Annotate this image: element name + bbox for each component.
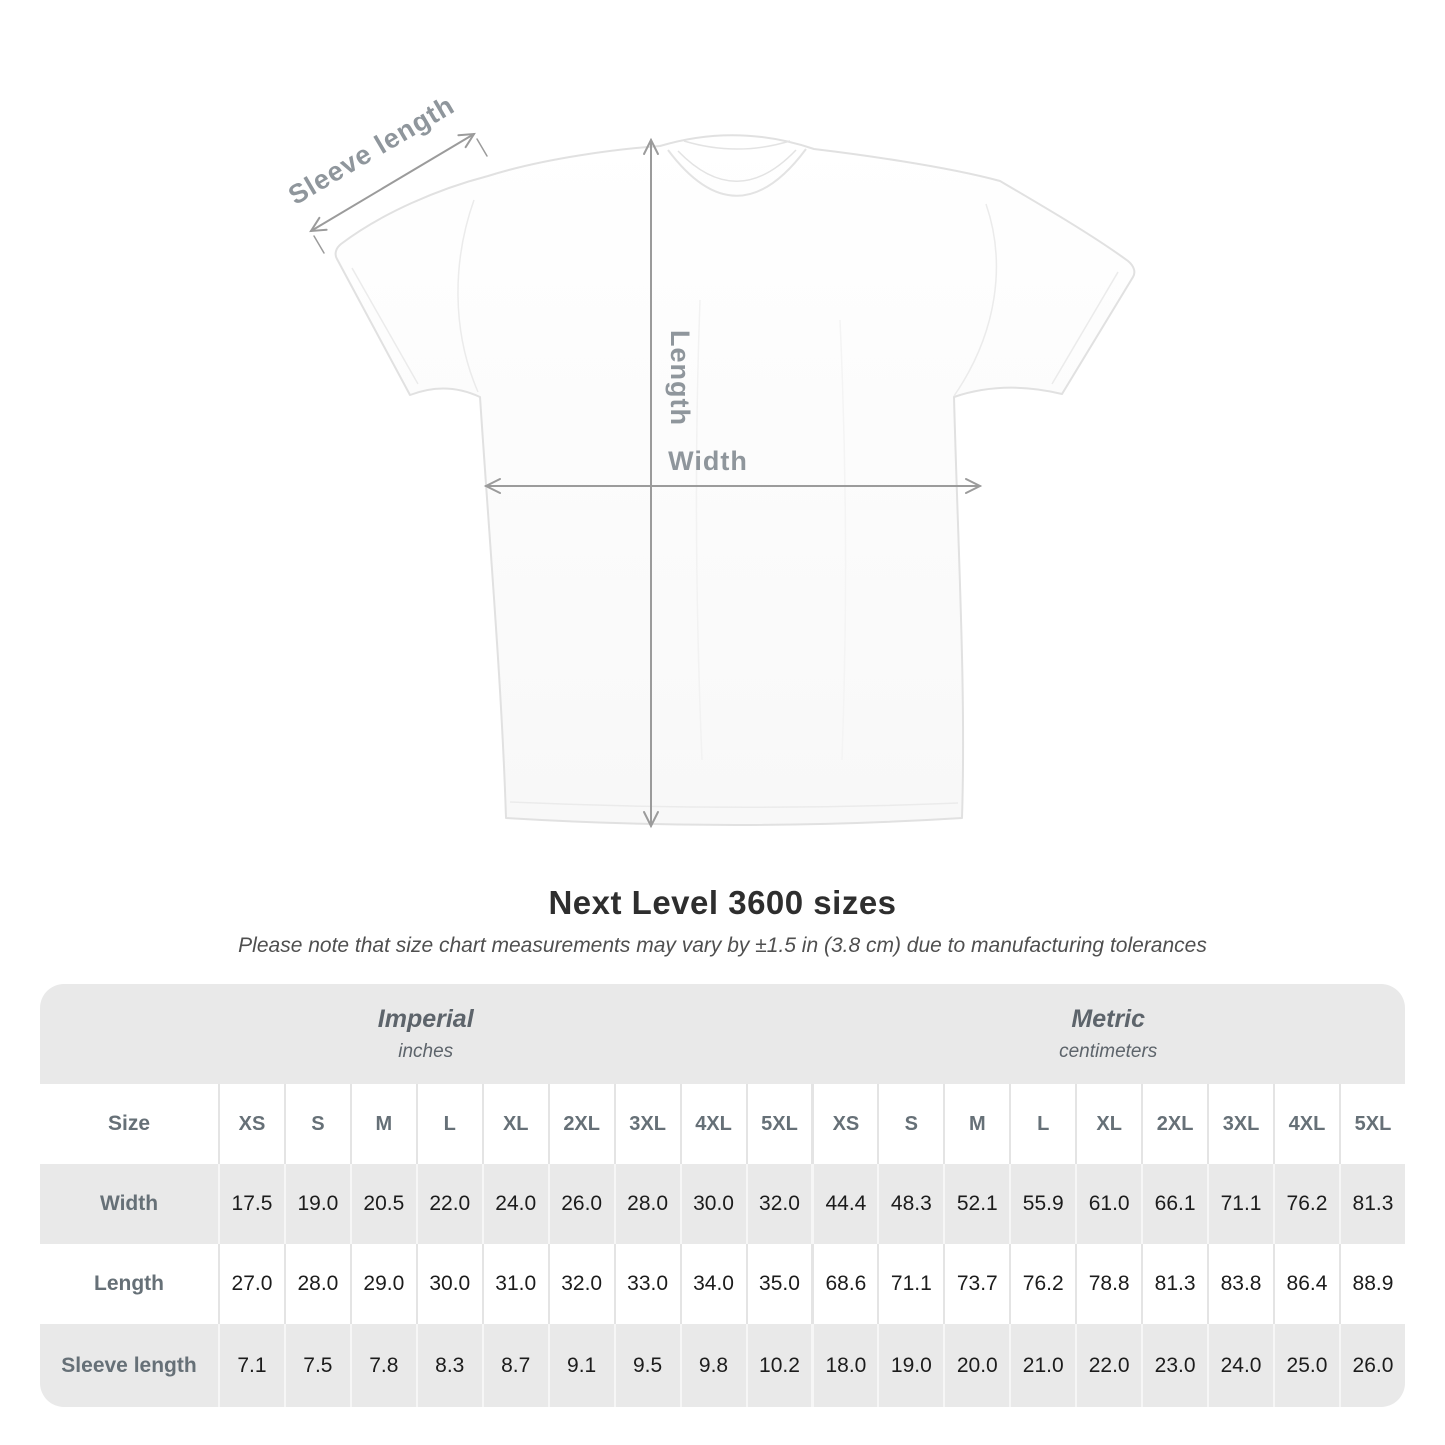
measurement-cell: 44.4 — [811, 1164, 877, 1244]
measurement-cell: 7.5 — [284, 1324, 350, 1407]
measurement-cell: 34.0 — [680, 1244, 746, 1324]
measurement-cell: 9.8 — [680, 1324, 746, 1407]
size-col-header: XS — [218, 1084, 284, 1164]
measurement-cell: 27.0 — [218, 1244, 284, 1324]
size-col-header: 3XL — [614, 1084, 680, 1164]
measurement-cell: 25.0 — [1273, 1324, 1339, 1407]
size-col-header: 4XL — [1273, 1084, 1339, 1164]
measurement-cell: 61.0 — [1075, 1164, 1141, 1244]
measurement-cell: 55.9 — [1009, 1164, 1075, 1244]
size-col-header: 3XL — [1207, 1084, 1273, 1164]
measurement-cell: 32.0 — [548, 1244, 614, 1324]
measurement-cell: 18.0 — [811, 1324, 877, 1407]
measurement-cell: 88.9 — [1339, 1244, 1405, 1324]
measurement-cell: 19.0 — [284, 1164, 350, 1244]
measurement-cell: 30.0 — [416, 1244, 482, 1324]
size-table — [40, 984, 1405, 1407]
measurement-row — [40, 1324, 1405, 1407]
size-col-header: M — [943, 1084, 1009, 1164]
imperial-header-cell — [40, 984, 811, 1084]
sleeve-length-label: Sleeve length — [283, 89, 460, 211]
size-col-header: L — [416, 1084, 482, 1164]
measurement-cell: 22.0 — [416, 1164, 482, 1244]
measurement-cell: 20.5 — [350, 1164, 416, 1244]
measurement-cell: 22.0 — [1075, 1324, 1141, 1407]
measurement-cell: 78.8 — [1075, 1244, 1141, 1324]
measurement-cell: 73.7 — [943, 1244, 1009, 1324]
size-row-label: Size — [40, 1084, 218, 1164]
size-col-header: XL — [482, 1084, 548, 1164]
size-col-header: 5XL — [746, 1084, 812, 1164]
size-col-header: XS — [811, 1084, 877, 1164]
measurement-cell: 30.0 — [680, 1164, 746, 1244]
size-col-header: M — [350, 1084, 416, 1164]
imperial-label: Imperial — [377, 1005, 474, 1033]
measurement-cell: 17.5 — [218, 1164, 284, 1244]
measurement-row — [40, 1244, 1405, 1324]
measurement-row-label: Length — [40, 1244, 218, 1324]
measurement-cell: 28.0 — [284, 1244, 350, 1324]
measurement-cell: 9.1 — [548, 1324, 614, 1407]
measurement-cell: 10.2 — [746, 1324, 812, 1407]
size-col-header: S — [877, 1084, 943, 1164]
measurement-cell: 68.6 — [811, 1244, 877, 1324]
measurement-cell: 8.3 — [416, 1324, 482, 1407]
measurement-cell: 24.0 — [1207, 1324, 1273, 1407]
size-col-header: 4XL — [680, 1084, 746, 1164]
size-col-header: S — [284, 1084, 350, 1164]
measurement-cell: 52.1 — [943, 1164, 1009, 1244]
measurement-cell: 26.0 — [548, 1164, 614, 1244]
length-label: Length — [665, 330, 695, 426]
measurement-cell: 48.3 — [877, 1164, 943, 1244]
measurement-cell: 71.1 — [1207, 1164, 1273, 1244]
measurement-cell: 7.8 — [350, 1324, 416, 1407]
metric-header-cell — [811, 984, 1405, 1084]
measurement-cell: 28.0 — [614, 1164, 680, 1244]
measurement-cell: 8.7 — [482, 1324, 548, 1407]
measurement-cell: 20.0 — [943, 1324, 1009, 1407]
measurement-cell: 23.0 — [1141, 1324, 1207, 1407]
measurement-cell: 81.3 — [1339, 1164, 1405, 1244]
measurement-row-label: Width — [40, 1164, 218, 1244]
size-col-header: L — [1009, 1084, 1075, 1164]
measurement-cell: 19.0 — [877, 1324, 943, 1407]
measurement-cell: 9.5 — [614, 1324, 680, 1407]
measurement-cell: 31.0 — [482, 1244, 548, 1324]
metric-label: Metric — [1071, 1005, 1146, 1033]
measurement-row — [40, 1164, 1405, 1244]
measurement-cell: 26.0 — [1339, 1324, 1405, 1407]
size-col-header: XL — [1075, 1084, 1141, 1164]
page-title: Next Level 3600 sizes — [548, 884, 897, 921]
measurement-cell: 71.1 — [877, 1244, 943, 1324]
table-body — [40, 984, 1405, 1407]
measurement-cell: 76.2 — [1009, 1244, 1075, 1324]
measurement-cell: 35.0 — [746, 1244, 812, 1324]
tshirt-image — [336, 135, 1135, 825]
measurement-cell: 32.0 — [746, 1164, 812, 1244]
measurement-row-label: Sleeve length — [40, 1324, 218, 1407]
measurement-cell: 33.0 — [614, 1244, 680, 1324]
width-label: Width — [668, 446, 748, 476]
measurement-cell: 83.8 — [1207, 1244, 1273, 1324]
measurement-cell: 76.2 — [1273, 1164, 1339, 1244]
units-header-row — [40, 984, 1405, 1084]
measurement-cell: 7.1 — [218, 1324, 284, 1407]
size-col-header: 2XL — [548, 1084, 614, 1164]
size-col-header: 2XL — [1141, 1084, 1207, 1164]
measurement-cell: 66.1 — [1141, 1164, 1207, 1244]
measurement-cell: 21.0 — [1009, 1324, 1075, 1407]
metric-unit-label: centimeters — [1059, 1041, 1158, 1062]
measurement-cell: 86.4 — [1273, 1244, 1339, 1324]
measurement-cell: 29.0 — [350, 1244, 416, 1324]
size-col-header: 5XL — [1339, 1084, 1405, 1164]
imperial-unit-label: inches — [398, 1041, 454, 1062]
size-header-row — [40, 1084, 1405, 1164]
measurement-cell: 81.3 — [1141, 1244, 1207, 1324]
size-table-el — [40, 984, 1405, 1407]
measurement-cell: 24.0 — [482, 1164, 548, 1244]
tolerance-note: Please note that size chart measurements may vary by ±1.5 in (3.8 cm) due to manufacturing tolerances — [238, 934, 1207, 957]
